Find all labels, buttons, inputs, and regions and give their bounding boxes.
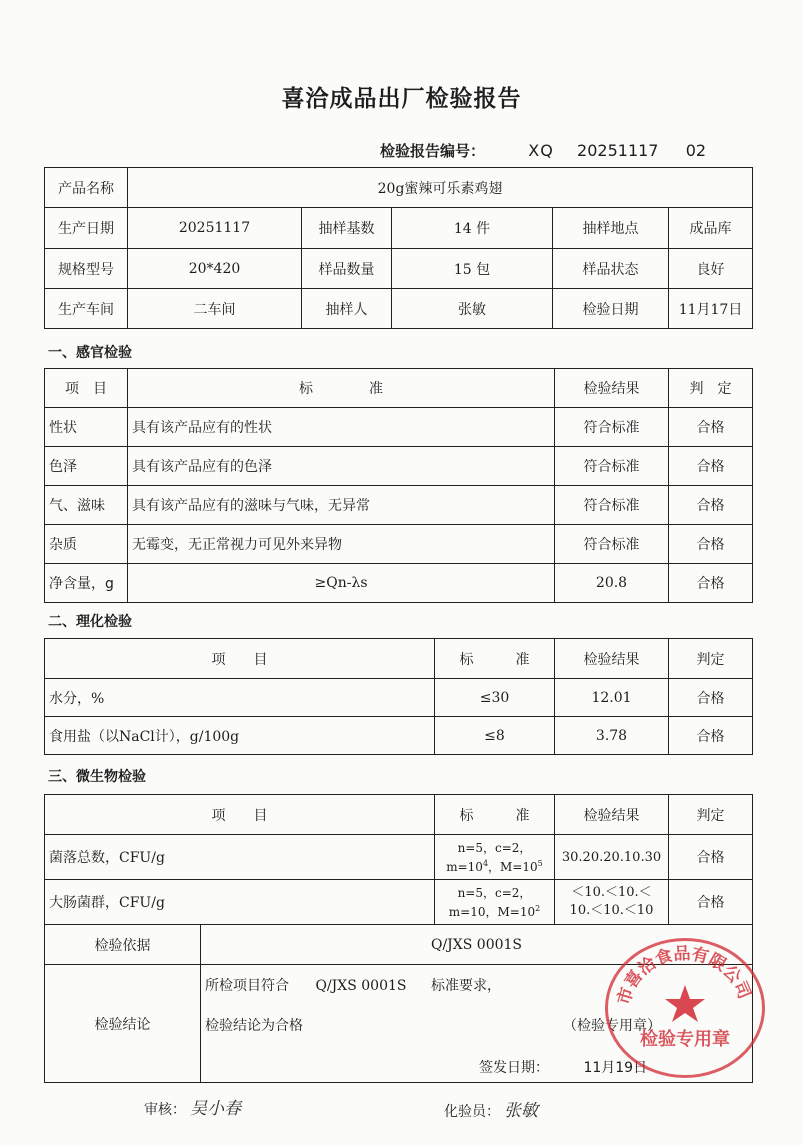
table-row bbox=[45, 486, 753, 525]
sampler-label: 抽样人 bbox=[302, 289, 392, 329]
sensory-judge: 合格 bbox=[669, 486, 753, 525]
micro-standard-line2: m=10，$M=10^2$ bbox=[448, 903, 541, 919]
sensory-item: 净含量，g bbox=[45, 564, 128, 603]
sensory-result: 符合标准 bbox=[555, 486, 669, 525]
location-label: 抽样地点 bbox=[553, 208, 669, 249]
report-number-prefix: XQ bbox=[528, 141, 554, 160]
basis-label: 检验依据 bbox=[45, 925, 201, 965]
physchem-header-result: 检验结果 bbox=[555, 639, 669, 679]
qty: 15 包 bbox=[392, 249, 553, 289]
physchem-judge: 合格 bbox=[669, 717, 753, 755]
qty-label: 样品数量 bbox=[302, 249, 392, 289]
report-number-label: 检验报告编号： bbox=[380, 142, 486, 160]
physchem-standard: ≤8 bbox=[435, 717, 555, 755]
micro-judge: 合格 bbox=[669, 880, 753, 925]
inspection-seal-stamp bbox=[605, 938, 765, 1078]
micro-header-item: 项 目 bbox=[45, 795, 435, 835]
physchem-judge: 合格 bbox=[669, 679, 753, 717]
physchem-header-item: 项 目 bbox=[45, 639, 435, 679]
insp-date: 11月17日 bbox=[669, 289, 753, 329]
micro-result: 30.20.20.10.30 bbox=[555, 835, 669, 880]
micro-header-result: 检验结果 bbox=[555, 795, 669, 835]
table-row bbox=[45, 447, 753, 486]
sensory-heading: 一、感官检验 bbox=[48, 345, 132, 361]
sensory-standard: 无霉变，无正常视力可见外来异物 bbox=[128, 525, 555, 564]
micro-standard-line2: $m=10^4$，$M=10^5$ bbox=[446, 858, 543, 874]
conclusion-line2: 检验结论为合格 bbox=[205, 1018, 303, 1034]
micro-heading: 三、微生物检验 bbox=[48, 769, 146, 785]
state: 良好 bbox=[669, 249, 753, 289]
sensory-result: 符合标准 bbox=[555, 447, 669, 486]
sensory-result: 20.8 bbox=[555, 564, 669, 603]
micro-header-standard: 标 准 bbox=[435, 795, 555, 835]
micro-header-judge: 判定 bbox=[669, 795, 753, 835]
spec-label: 规格型号 bbox=[45, 249, 128, 289]
sensory-header-item: 项 目 bbox=[45, 369, 128, 408]
workshop: 二车间 bbox=[128, 289, 302, 329]
micro-item: 大肠菌群，CFU/g bbox=[45, 880, 435, 925]
product-name: 20g蜜辣可乐素鸡翅 bbox=[128, 168, 753, 208]
conclusion-line1: 所检项目符合 Q/JXS 0001S 标准要求， bbox=[205, 978, 501, 994]
sensory-standard: 具有该产品应有的滋味与气味，无异常 bbox=[128, 486, 555, 525]
conclusion-label: 检验结论 bbox=[45, 965, 201, 1083]
report-title: 喜洽成品出厂检验报告 bbox=[281, 86, 522, 112]
sensory-item: 色泽 bbox=[45, 447, 128, 486]
physchem-result: 3.78 bbox=[555, 717, 669, 755]
reviewer-signature: 审核： 吴小春 bbox=[144, 1099, 241, 1119]
physchem-item: 水分，% bbox=[45, 679, 435, 717]
seal-star-icon bbox=[665, 985, 705, 1022]
sensory-result: 符合标准 bbox=[555, 525, 669, 564]
sensory-judge: 合格 bbox=[669, 447, 753, 486]
base-label: 抽样基数 bbox=[302, 208, 392, 249]
sensory-header-result: 检验结果 bbox=[555, 369, 669, 408]
workshop-label: 生产车间 bbox=[45, 289, 128, 329]
physchem-table bbox=[44, 638, 753, 755]
report-number-seq: 02 bbox=[685, 141, 707, 160]
report-number-date: 20251117 bbox=[577, 141, 659, 160]
table-row bbox=[45, 679, 753, 717]
physchem-heading: 二、理化检验 bbox=[48, 614, 132, 630]
prod-date-label: 生产日期 bbox=[45, 208, 128, 249]
sensory-judge: 合格 bbox=[669, 408, 753, 447]
sensory-judge: 合格 bbox=[669, 525, 753, 564]
state-label: 样品状态 bbox=[553, 249, 669, 289]
micro-standard-line1: n=5，c=2， bbox=[457, 840, 532, 855]
sampler: 张敏 bbox=[392, 289, 553, 329]
sensory-table bbox=[44, 368, 753, 603]
sensory-header-standard: 标 准 bbox=[128, 369, 555, 408]
location: 成品库 bbox=[669, 208, 753, 249]
spec: 20*420 bbox=[128, 249, 302, 289]
physchem-result: 12.01 bbox=[555, 679, 669, 717]
table-row bbox=[45, 408, 753, 447]
physchem-header-standard: 标 准 bbox=[435, 639, 555, 679]
micro-judge: 合格 bbox=[669, 835, 753, 880]
sensory-judge: 合格 bbox=[669, 564, 753, 603]
physchem-header-judge: 判定 bbox=[669, 639, 753, 679]
sensory-standard: 具有该产品应有的色泽 bbox=[128, 447, 555, 486]
seal-company-text: 市喜洽食品有限公司 bbox=[614, 943, 755, 1008]
sensory-item: 气、滋味 bbox=[45, 486, 128, 525]
basis-value: Q/JXS 0001S bbox=[201, 925, 753, 965]
sensory-standard: 具有该产品应有的性状 bbox=[128, 408, 555, 447]
sensory-item: 性状 bbox=[45, 408, 128, 447]
table-row bbox=[45, 525, 753, 564]
prod-date: 20251117 bbox=[128, 208, 302, 249]
issue-date: 签发日期： 11月19日 bbox=[479, 1060, 648, 1076]
sensory-item: 杂质 bbox=[45, 525, 128, 564]
sensory-result: 符合标准 bbox=[555, 408, 669, 447]
insp-date-label: 检验日期 bbox=[553, 289, 669, 329]
base: 14 件 bbox=[392, 208, 553, 249]
inspector-signature: 化验员： 张敏 bbox=[444, 1101, 538, 1121]
table-row bbox=[45, 880, 753, 925]
seal-center-text: 检验专用章 bbox=[640, 1029, 730, 1050]
micro-standard bbox=[435, 835, 555, 880]
sensory-standard: ≥Qn-λs bbox=[128, 564, 555, 603]
table-row bbox=[45, 564, 753, 603]
table-row bbox=[45, 717, 753, 755]
micro-item: 菌落总数，CFU/g bbox=[45, 835, 435, 880]
table-row bbox=[45, 835, 753, 880]
micro-result: ＜10.＜10.＜ 10.＜10.＜10 bbox=[555, 880, 669, 925]
product-name-label: 产品名称 bbox=[45, 168, 128, 208]
micro-standard bbox=[435, 880, 555, 925]
physchem-item: 食用盐（以NaCl计），g/100g bbox=[45, 717, 435, 755]
micro-standard-line1: n=5，c=2， bbox=[457, 885, 532, 900]
physchem-standard: ≤30 bbox=[435, 679, 555, 717]
seal-note: （检验专用章） bbox=[563, 1018, 661, 1034]
info-table bbox=[44, 167, 753, 329]
report-number bbox=[380, 140, 706, 161]
sensory-header-judge: 判 定 bbox=[669, 369, 753, 408]
